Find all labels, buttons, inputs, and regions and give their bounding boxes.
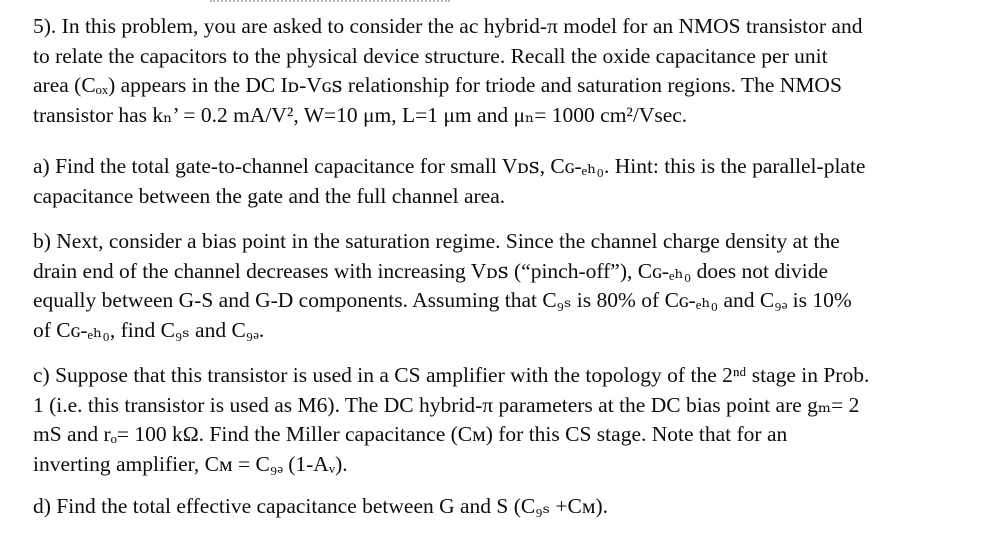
- page-top-divider: [210, 0, 450, 5]
- problem-intro: 5). In this problem, you are asked to consider the ac hybrid-π model for an NMOS transistor and to relate the capacitors to the physical device structure. Recall the oxide capacitance per unit area (Cₒₓ) appears in the DC Iᴅ-Vɢꜱ relationship for triode and saturation regions. The NMOS transistor has kₙ’ = 0.2 mA/V², W=10 μm, L=1 μm and μₙ= 1000 cm²/Vsec.: [33, 14, 863, 127]
- part-b-question: b) Next, consider a bias point in the saturation regime. Since the channel charge density at the drain end of the channel decreases with increasing Vᴅꜱ (“pinch-off”), Cɢ-ₑₕ₀ does not divide equally between G-S and G-D components. Assuming that C₉ₛ is 80% of Cɢ-ₑₕ₀ and C₉ₔ is 10% of Cɢ-ₑₕ₀, find C₉ₛ and C₉ₔ.: [33, 229, 852, 342]
- part-d-question: d) Find the total effective capacitance between G and S (C₉ₛ +Cᴍ).: [33, 494, 608, 518]
- part-a-question: a) Find the total gate-to-channel capacitance for small Vᴅꜱ, Cɢ-ₑₕ₀. Hint: this is the parallel-plate capacitance between the gate and the full channel area.: [33, 154, 866, 208]
- part-c-question: c) Suppose that this transistor is used in a CS amplifier with the topology of the 2ⁿᵈ stage in Prob. 1 (i.e. this transistor is used as M6). The DC hybrid-π parameters at the DC bias point are gₘ= 2 mS and rₒ= 100 kΩ. Find the Miller capacitance (Cᴍ) for this CS stage. Note that for an inverting amplifier, Cᴍ = C₉ₔ (1-Aᵥ).: [33, 363, 870, 476]
